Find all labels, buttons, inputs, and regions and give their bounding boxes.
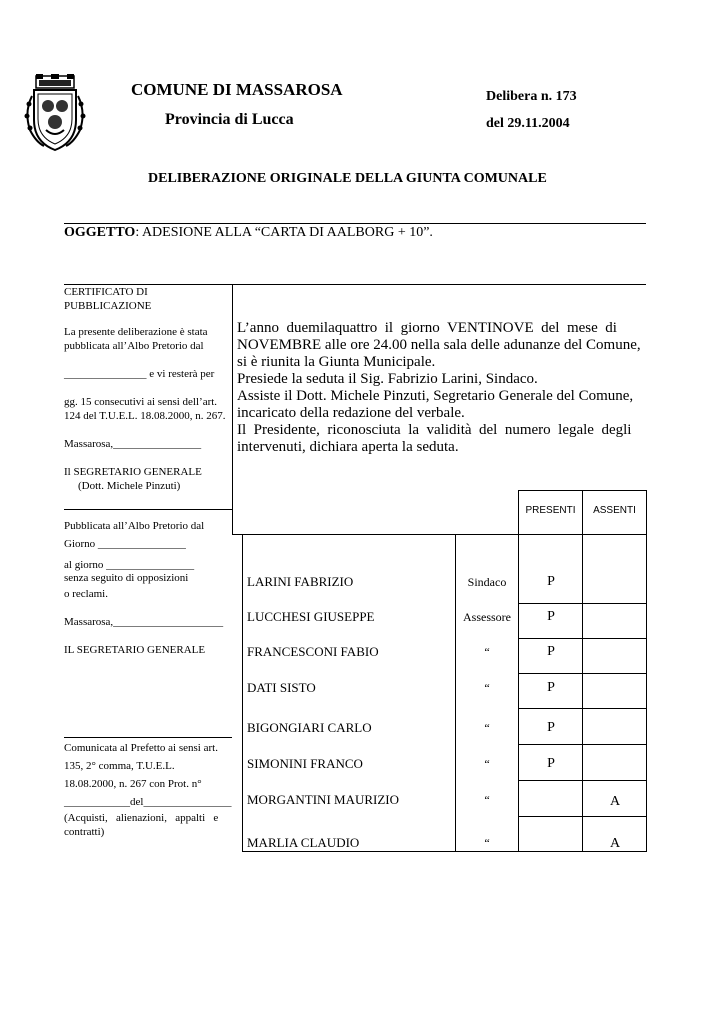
certificato-text: 124 del T.U.E.L. 18.08.2000, n. 267. (64, 410, 226, 422)
member-name: LUCCHESI GIUSEPPE (247, 609, 375, 624)
comunicata-text: Comunicata al Prefetto ai sensi art. (64, 742, 218, 754)
member-name: LARINI FABRIZIO (247, 574, 354, 589)
left-divider (64, 509, 232, 510)
intro-line: NOVEMBRE alle ore 24.00 nella sala delle adunanze del Comune, (237, 337, 641, 353)
document-heading: DELIBERAZIONE ORIGINALE DELLA GIUNTA COMUNALE (148, 171, 547, 186)
intro-line: intervenuti, dichiara aperta la seduta. (237, 439, 459, 455)
left-divider-2 (64, 737, 232, 738)
table-row-divider (518, 816, 646, 817)
certificato-text: La presente deliberazione è stata (64, 326, 208, 338)
comunicata-text: (Acquisti, alienazioni, appalti e (64, 812, 219, 824)
pubblicata-text: senza seguito di opposizioni (64, 572, 189, 584)
presente-mark: P (547, 644, 555, 659)
assente-mark: A (609, 836, 621, 851)
table-row-divider (518, 744, 646, 745)
comune-title: COMUNE DI MASSAROSA (131, 80, 343, 99)
member-name: DATI SISTO (247, 680, 316, 695)
delibera-number: Delibera n. 173 (486, 89, 577, 104)
table-row-divider (518, 638, 646, 639)
comunicata-text: ____________del________________ (64, 796, 232, 808)
assente-mark: A (609, 794, 621, 809)
intro-line: si è riunita la Giunta Municipale. (237, 354, 436, 370)
presente-mark: P (547, 720, 555, 735)
presente-mark: P (547, 609, 555, 624)
presente-mark: P (547, 680, 555, 695)
pubblicata-text: Massarosa,____________________ (64, 616, 224, 628)
table-name-left (242, 534, 243, 852)
member-name: MARLIA CLAUDIO (247, 835, 360, 850)
divider (64, 223, 646, 224)
certificato-text: Massarosa,________________ (64, 438, 202, 450)
intro-line: Il Presidente, riconosciuta la validità del numero legale degli (237, 422, 632, 438)
table-row-divider (518, 673, 646, 674)
certificato-title: PUBBLICAZIONE (64, 300, 152, 312)
oggetto-text: : ADESIONE ALLA “CARTA DI AALBORG + 10”. (135, 225, 433, 240)
member-role: “ (484, 757, 490, 771)
certificato-signature: Il SEGRETARIO GENERALE (64, 466, 202, 478)
member-role: “ (484, 645, 490, 659)
member-name: BIGONGIARI CARLO (247, 720, 372, 735)
coat-of-arms-logo (22, 72, 88, 154)
member-role: “ (484, 681, 490, 695)
table-row-divider (518, 708, 646, 709)
table-row-divider (518, 603, 646, 604)
comunicata-text: 18.08.2000, n. 267 con Prot. n° (64, 778, 202, 790)
column-header-assenti: ASSENTI (593, 505, 636, 516)
oggetto-label: OGGETTO (64, 225, 136, 240)
intro-line: incaricato della redazione del verbale. (237, 405, 465, 421)
column-header-presenti: PRESENTI (525, 505, 576, 516)
comunicata-text: contratti) (64, 826, 105, 838)
certificato-title: CERTIFICATO DI (64, 286, 148, 298)
column-divider (232, 284, 233, 534)
intro-line: Assiste il Dott. Michele Pinzuti, Segretario Generale del Comune, (237, 388, 634, 404)
pubblicata-text: IL SEGRETARIO GENERALE (64, 644, 206, 656)
intro-line: L’anno duemilaquattro il giorno VENTINOVE del mese di (237, 320, 617, 336)
pubblicata-text: al giorno ________________ (64, 559, 195, 571)
meeting-intro (237, 320, 643, 456)
delibera-date: del 29.11.2004 (486, 116, 570, 131)
pubblicata-section (64, 517, 229, 659)
comunicata-section (64, 739, 232, 839)
member-role: “ (484, 836, 490, 850)
certificato-section (64, 285, 229, 493)
member-name: FRANCESCONI FABIO (247, 644, 379, 659)
table-row-divider (518, 780, 646, 781)
certificato-signature: (Dott. Michele Pinzuti) (78, 480, 181, 492)
member-role: “ (484, 793, 490, 807)
certificato-text: _______________ e vi resterà per (64, 368, 215, 380)
presente-mark: P (547, 574, 555, 589)
member-role: Sindaco (467, 575, 507, 589)
pubblicata-text: o reclami. (64, 588, 108, 600)
oggetto-line (64, 225, 433, 241)
presente-mark: P (547, 756, 555, 771)
member-role: “ (484, 721, 490, 735)
intro-line: Presiede la seduta il Sig. Fabrizio Larini, Sindaco. (237, 371, 538, 387)
pubblicata-text: Pubblicata all’Albo Pretorio dal (64, 520, 205, 532)
member-role: Assessore (463, 610, 511, 624)
certificato-text: pubblicata all’Albo Pretorio dal (64, 340, 204, 352)
certificato-text: gg. 15 consecutivi ai sensi dell’art. (64, 396, 218, 408)
pubblicata-text: Giorno ________________ (64, 538, 186, 550)
comunicata-text: 135, 2° comma, T.U.E.L. (64, 760, 175, 772)
member-name: MORGANTINI MAURIZIO (247, 792, 400, 807)
provincia-title: Provincia di Lucca (165, 111, 294, 128)
member-name: SIMONINI FRANCO (247, 756, 363, 771)
table-top-border (232, 534, 646, 535)
